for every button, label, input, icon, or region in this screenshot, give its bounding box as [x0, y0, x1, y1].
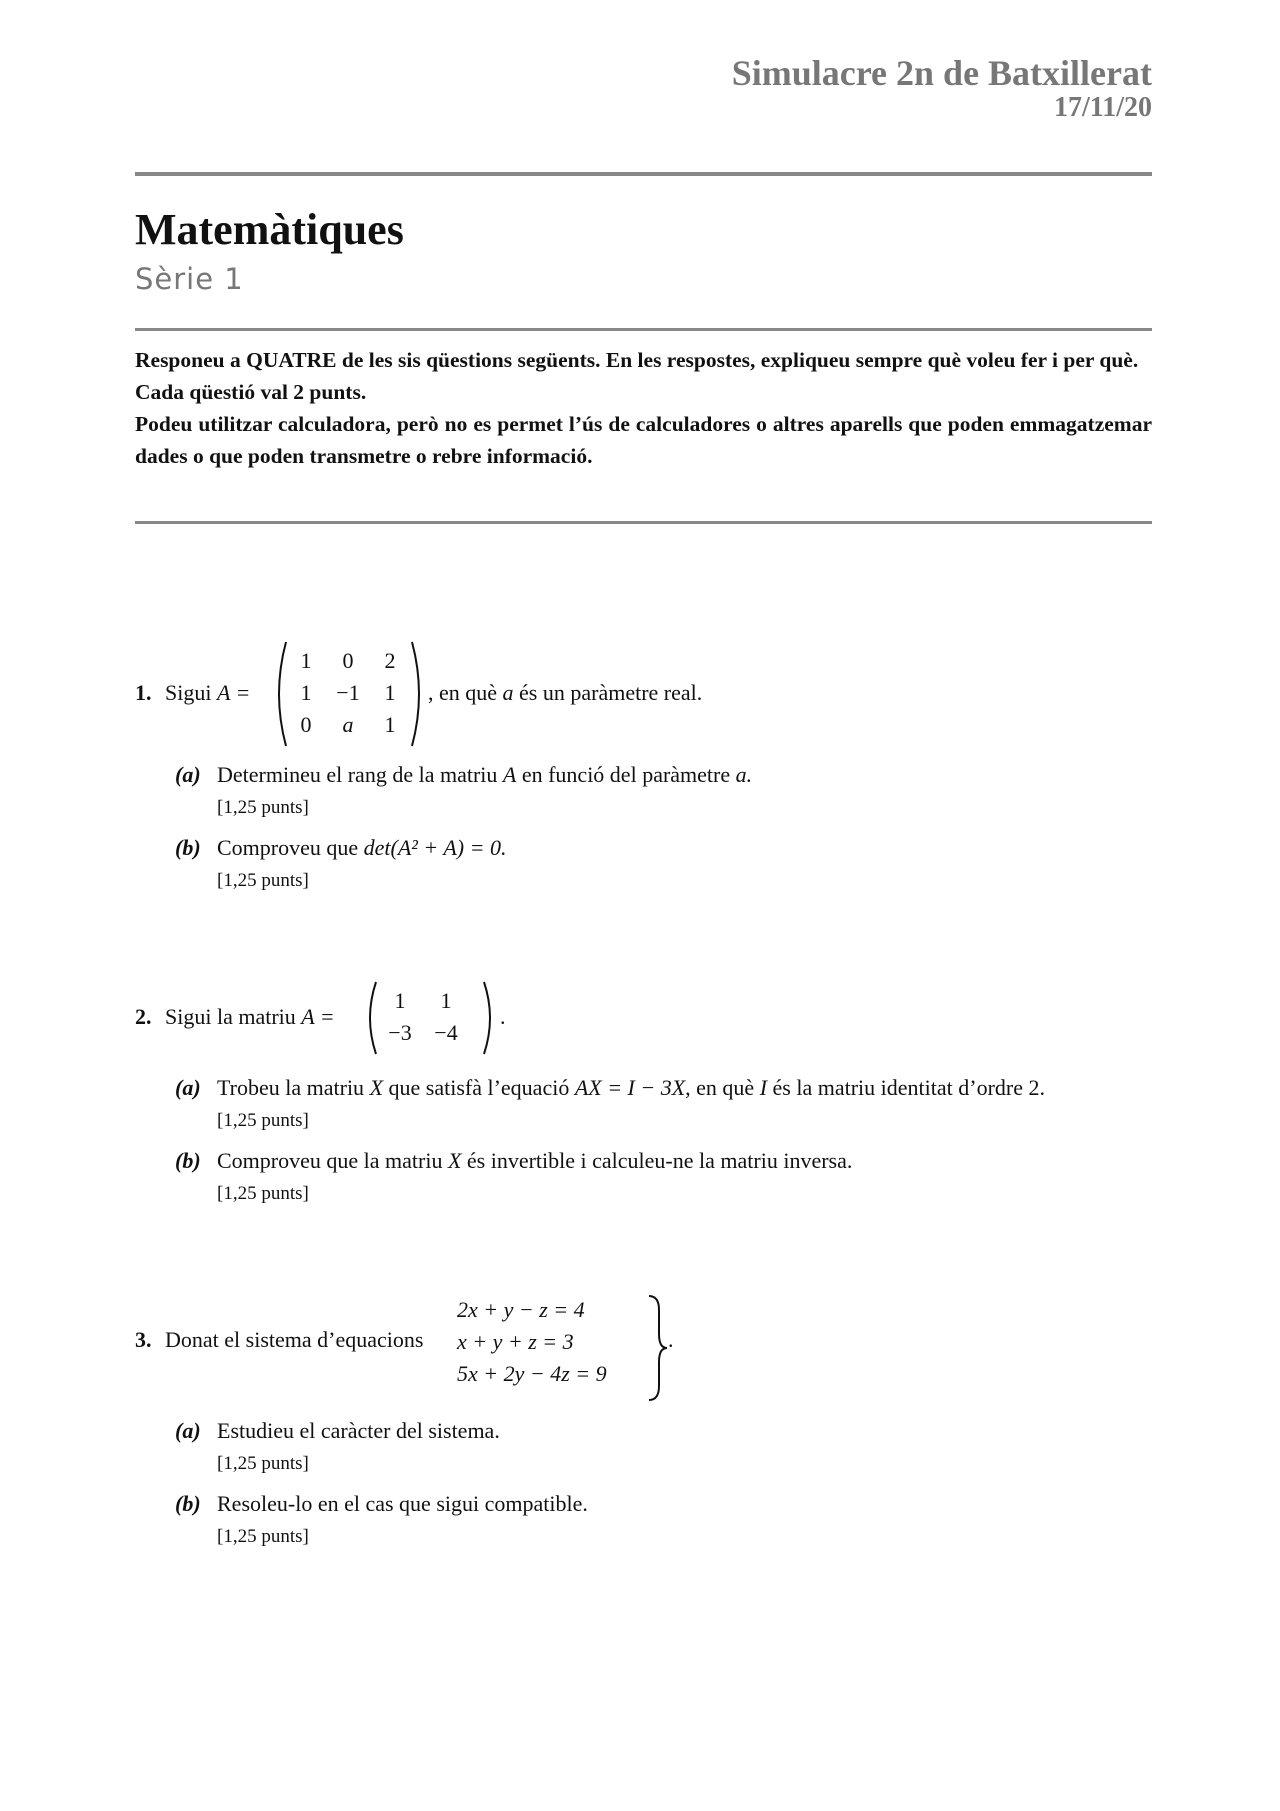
right-paren-icon — [480, 980, 500, 1056]
matrix-cell: a — [342, 712, 354, 737]
question-intro: Donat el sistema d’equacions — [165, 1327, 424, 1352]
question-number: 2. — [135, 1004, 152, 1029]
header-divider — [135, 172, 1152, 176]
matrix-cell: 1 — [384, 712, 396, 737]
points-label: [1,25 punts] — [217, 1110, 309, 1131]
points-label: [1,25 punts] — [217, 1453, 309, 1474]
instructions-block — [135, 344, 1152, 472]
question-intro: Sigui — [165, 680, 212, 705]
matrix-cell: −3 — [388, 1020, 412, 1045]
matrix-cell: 1 — [440, 988, 452, 1013]
left-paren-icon — [360, 980, 380, 1056]
matrix-q2 — [380, 988, 480, 1052]
header-date: 17/11/20 — [1053, 92, 1152, 123]
matrix-cell: 0 — [300, 712, 312, 737]
points-label: [1,25 punts] — [217, 1526, 309, 1547]
equation: x + y + z = 3 — [457, 1329, 574, 1354]
question-2-tail: . — [500, 1004, 506, 1029]
question-3 — [135, 1327, 423, 1353]
matrix-cell: 1 — [394, 988, 406, 1013]
question-1-tail: , en què a és un paràmetre real. — [428, 680, 703, 705]
question-2b: (b) Comproveu que la matriu X és invertible i calculeu-ne la matriu inversa. — [175, 1148, 853, 1173]
matrix-cell: −1 — [336, 680, 360, 705]
matrix-cell: 1 — [300, 680, 312, 705]
question-3a: (a) Estudieu el caràcter del sistema. — [175, 1418, 500, 1443]
question-2 — [135, 1004, 335, 1030]
question-2a: (a) Trobeu la matriu X que satisfà l’equació AX = I − 3X, en què I és la matriu identitat d’ordre 2. — [175, 1075, 1045, 1100]
equation-system — [455, 1297, 645, 1397]
question-1a: (a) Determineu el rang de la matriu A en funció del paràmetre a. — [175, 762, 753, 787]
matrix-cell: 0 — [342, 648, 354, 673]
question-number: 1. — [135, 680, 152, 705]
matrix-cell: −4 — [434, 1020, 458, 1045]
question-intro: Sigui la matriu — [165, 1004, 296, 1029]
question-1b: (b) Comproveu que det(A² + A) = 0. — [175, 835, 507, 860]
matrix-cell: 1 — [300, 648, 312, 673]
right-paren-icon — [408, 640, 428, 748]
matrix-lhs: A = — [301, 1004, 335, 1029]
question-1 — [135, 680, 250, 706]
matrix-lhs: A = — [216, 680, 251, 705]
instructions-top-divider — [135, 328, 1152, 331]
matrix-q1 — [286, 648, 416, 748]
equation: 5x + 2y − 4z = 9 — [457, 1361, 607, 1386]
equation: 2x + y − z = 4 — [457, 1297, 585, 1322]
question-3-tail: . — [668, 1327, 674, 1352]
matrix-cell: 1 — [384, 680, 396, 705]
points-label: [1,25 punts] — [217, 1183, 309, 1204]
instruction-line: Podeu utilitzar calculadora, però no es permet l’ús de calculadores o altres aparells que poden emmagatzemar dades o que poden transmetre o rebre informació. — [135, 412, 1152, 468]
matrix-cell: 2 — [384, 648, 396, 673]
points-label: [1,25 punts] — [217, 797, 309, 818]
instructions-bottom-divider — [135, 521, 1152, 524]
question-3b: (b) Resoleu-lo en el cas que sigui compatible. — [175, 1491, 588, 1516]
instruction-line: Cada qüestió val 2 punts. — [135, 380, 367, 404]
subject-title: Matemàtiques — [135, 205, 404, 254]
right-brace-icon — [645, 1294, 669, 1402]
question-number: 3. — [135, 1327, 152, 1352]
points-label: [1,25 punts] — [217, 870, 309, 891]
header-title: Simulacre 2n de Batxillerat — [731, 53, 1152, 93]
instruction-line: Responeu a QUATRE de les sis qüestions següents. En les respostes, expliqueu sempre què voleu fer i per què. — [135, 348, 1139, 372]
serie-label: Sèrie 1 — [135, 262, 244, 296]
